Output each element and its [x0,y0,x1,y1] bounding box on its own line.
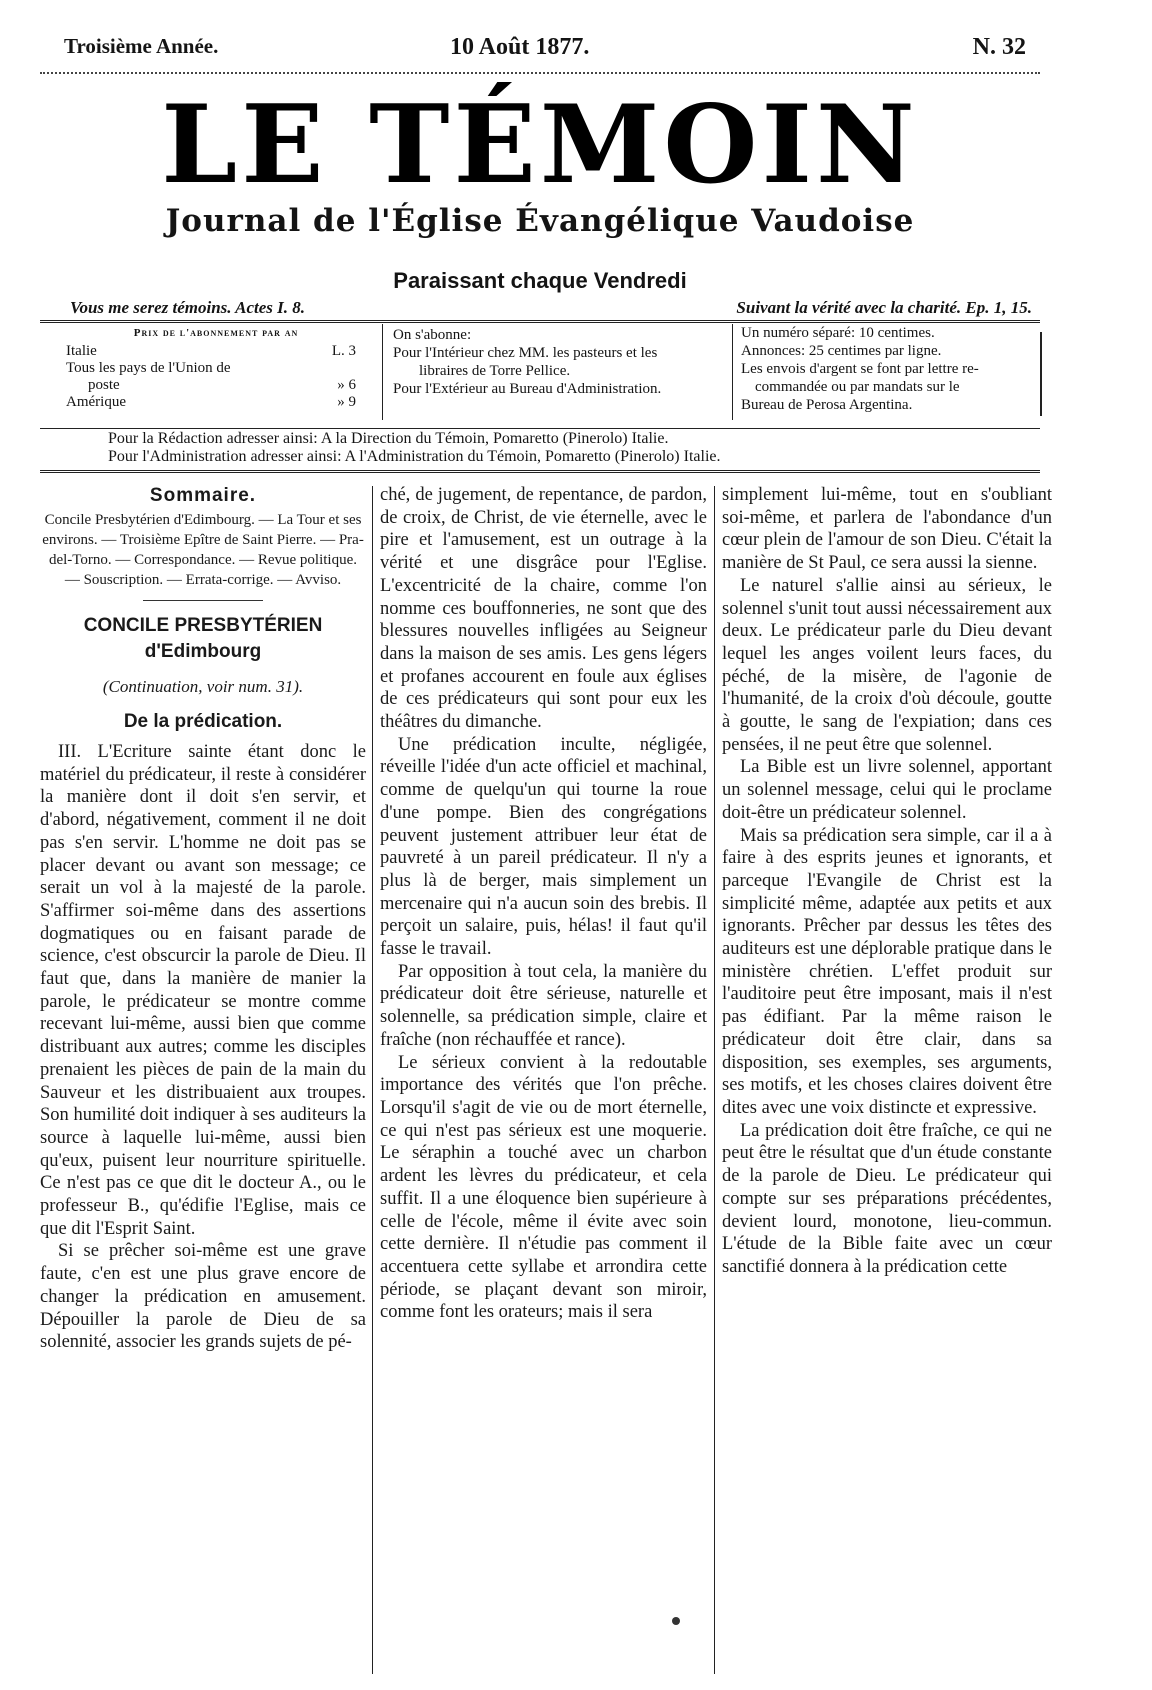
ink-dot [672,1617,680,1625]
section-title: De la prédication. [123,711,283,732]
price-row [66,393,366,410]
paragraph: Le sérieux convient à la redoutable importance des vérités que l'on prêche. Lorsqu'il s'agit de vie ou de mort éternelle, ce qui n'est pas sérieux est une moquerie. Le séraphin a touché avec un charbon ardent les lèvres du prédicateur, et cela suffit. Il a une éloquence bien supérieure à celle de l'école, même il évite avec soin cette dernière. Il n'étudie pas comment il accentuera cette syllabe et arrondira cette période, se plaçant devant son miroir, comme font les orateurs; mais il sera [380,1052,707,1323]
price-row [66,359,366,376]
newspaper-subtitle: Journal de l'Église Évangélique Vaudoise [165,203,915,239]
issue-year: Troisième Année. [64,34,219,58]
article-title: CONCILE PRESBYTÉRIEN [83,615,323,636]
divider [40,428,1040,429]
misc-line: Annonces: 25 centimes par ligne. [741,343,942,359]
price-label: poste [88,377,120,393]
divider [40,72,1040,74]
subscription-box [56,324,1042,424]
issue-line [64,34,1026,68]
price-label: Amérique [66,394,126,410]
newspaper-title: LE TÉMOIN [161,82,919,208]
divider [40,470,1040,473]
divider [143,600,263,601]
misc-info [732,324,1032,420]
column-1 [40,484,366,1354]
paragraph: Une prédication inculte, négligée, réveille l'idée d'un acte officiel et machinal, comme de quelqu'un qui tourne la roue d'une pompe. Bien des congrégations peuvent justement attribuer leur état de pauvreté à un pareil prédicateur. Il n'y a plus là de berger, mais simplement un mercenaire qui n'a aucun soin des brebis. Il perçoit un salaire, puis, hélas! il faut qu'il fasse le travail. [380,734,707,960]
price-row [66,376,366,393]
paragraph: La prédication doit être fraîche, ce qui ne peut être le résultat que d'un étude constante de la parole de Dieu. Le prédicateur qui compte sur ses préparations précédentes, devient lourd, monotone, lieu-commun. L'étude de la Bible faite avec un cœur sanctifié donnera à la prédication cette [722,1120,1052,1277]
article-note: (Continuation, voir num. 31). [102,677,304,696]
paragraph: La Bible est un livre solennel, apportant un solennel message, celui qui le proclame doit-être un prédicateur solennel. [722,757,1052,823]
column-rule [372,486,373,1674]
price-label: Tous les pays de l'Union de [66,360,231,376]
paragraph: Le naturel s'allie ainsi au sérieux, le solennel s'unit tout aussi nécessairement aux deux. Le prédicateur parle du Dieu devant lequel les anges voilent leurs faces, du péché, de la misère, de l'agonie de l'humanité, de la croix d'où découle, goutte à goutte, le sang de l'expiation; dans ces pensées, il ne peut être que solennel. [722,575,1052,755]
issue-number: N. 32 [972,34,1026,60]
column-2 [380,484,707,1324]
mottos [70,298,1032,318]
subscribe-line: Pour l'Extérieur au Bureau d'Administration. [393,381,662,397]
address-administration: Pour l'Administration adresser ainsi: A l'Administration du Témoin, Pomaretto (Pinerolo) Italie. [108,448,721,465]
misc-line: commandée ou par mandats sur le [755,379,960,395]
masthead [40,80,1040,240]
price-value: » 9 [337,394,356,410]
price-list [66,324,366,420]
paragraph: simplement lui-même, tout en s'oubliant soi-même, et parlera de l'abondance d'un cœur plein de l'amour de son Dieu. C'était la manière de St Paul, ce sera aussi la sienne. [722,485,1052,574]
subscribe-line: libraires de Torre Pellice. [419,363,571,379]
price-title: Prix de l'abonnement par an [133,327,299,339]
issue-date: 10 Août 1877. [450,34,590,60]
paragraph: ché, de jugement, de repentance, de pardon, de croix, de Christ, de vie éternelle, avec le pire et l'amusement, est un outrage à la vérité et une disgrâce pour l'Eglise. L'excentricité de la chaire, comme l'on nomme ces bouffonneries, ne sont que des blessures nouvelles infligées au Seigneur dans la maison de ses amis. Les gens légers et profanes accourent en foule aux églises de ces prédicateurs qui sont pour eux les théâtres du dimanche. [380,485,707,733]
column-rule [714,486,715,1674]
subscribe-line: Pour l'Intérieur chez MM. les pasteurs et les [393,345,658,361]
column-3 [722,484,1052,1279]
paragraph: III. L'Ecriture sainte étant donc le matériel du prédicateur, il reste à considérer la manière dont il doit s'en servir, et d'abord, négativement, comment il ne doit pas s'en servir. L'homme ne doit pas se placer devant ou avant son message; ce serait un vol à la majesté de la parole. S'affirmer soi-même dans des assertions dogmatiques ou en faisant parade de science, c'est obscurcir la parole de Dieu. Il faut que, dans la manière de manier la parole, le prédicateur se montre comme recevant lui-même, aussi bien que comme distribuant aux autres; comme les disciples prenaient les pièces de pain de la main du Sauveur et les distribuaient aux troupes. Son humilité doit indiquer à ses auditeurs la source à laquelle lui-même, aussi bien qu'eux, puisent leur nourriture spirituelle. Ce n'est pas ce que dit le docteur A., ou le professeur B., qu'édifie l'Eglise, mais ce que dit l'Esprit Saint. [40,742,366,1239]
sommaire-items: Concile Presbytérien d'Edimbourg. — La Tour et ses environs. — Troisième Epître de Saint Pierre. — Pra-del-Torno. — Correspondance. — Revue politique. — Souscription. — Errata-corrige. — Avviso. [42,512,364,588]
sommaire-title: Sommaire. [149,485,257,506]
price-value: L. 3 [331,343,356,359]
paragraph: Si se prêcher soi-même est une grave faute, c'en est une plus grave encore de changer la prédication en amusement. Dépouiller la parole de Dieu de sa solennité, associer les grands sujets de pé- [40,1241,366,1353]
address-redaction: Pour la Rédaction adresser ainsi: A la Direction du Témoin, Pomaretto (Pinerolo) Italie. [108,430,669,447]
subscribe-info [382,324,726,420]
article-subtitle: d'Edimbourg [144,641,262,662]
price-value: » 6 [337,377,356,393]
misc-line: Bureau de Perosa Argentina. [741,397,913,413]
address-block [108,430,1038,466]
paragraph: Par opposition à tout cela, la manière du prédicateur doit être sérieuse, naturelle et solennelle, sa prédication simple, claire et fraîche (non réchauffée et rance). [380,961,707,1050]
motto-right: Suivant la vérité avec la charité. Ep. 1, 15. [736,298,1032,317]
paragraph: Mais sa prédication sera simple, car il a à faire à des esprits jeunes et ignorants, et parceque l'Evangile de Christ est la simplicité même, adaptée aux petits et aux ignorants. Prêcher par dessus les têtes des auditeurs est une déplorable pratique dans le ministère chrétien. L'effet produit sur l'auditoire peut être imposant, mais il n'est pas édifiant. Par la même raison le prédicateur doit être clair, dans sa disposition, ses exemples, ses arguments, ses motifs, et les choses claires doivent être dites avec une voix distincte et expressive. [722,825,1052,1118]
divider [40,320,1040,323]
price-label: Italie [66,343,97,359]
motto-left: Vous me serez témoins. Actes I. 8. [70,298,306,317]
price-row [66,342,366,359]
misc-line: Un numéro séparé: 10 centimes. [741,325,935,341]
subscribe-line: On s'abonne: [393,327,472,343]
periodicity: Paraissant chaque Vendredi [393,268,687,293]
misc-line: Les envois d'argent se font par lettre re- [741,361,979,377]
